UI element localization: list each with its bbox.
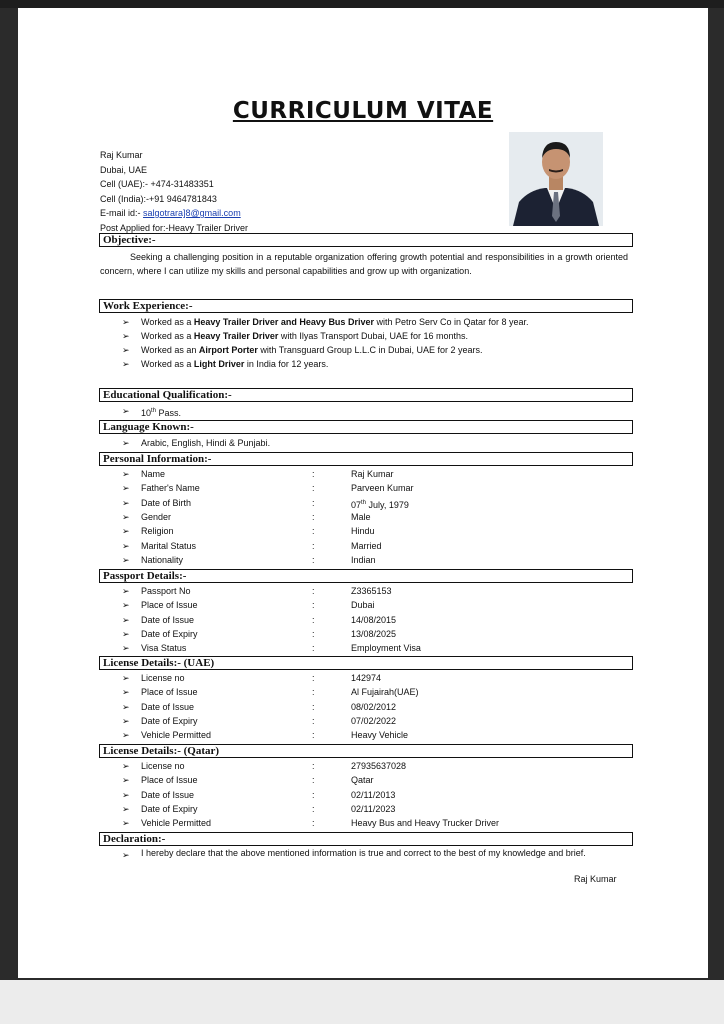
field-colon: : — [312, 554, 315, 565]
bullet-arrow-icon: ➢ — [122, 701, 130, 712]
section-heading-language: Language Known:- — [99, 420, 633, 434]
field-colon: : — [312, 789, 315, 800]
work-item-detail: with Transguard Group L.L.C in Dubai, UAE for 2 years. — [257, 345, 483, 355]
section-heading-objective: Objective:- — [99, 233, 633, 247]
field-value: 14/08/2015 — [351, 614, 397, 625]
email-link[interactable]: salgotrara]8@gmail.com — [143, 208, 241, 218]
bullet-arrow-icon: ➢ — [122, 526, 130, 537]
field-value: Qatar — [351, 775, 374, 786]
field-value: Heavy Vehicle — [351, 730, 409, 741]
field-value: Married — [351, 540, 382, 551]
contact-cell-uae: Cell (UAE):- +474-31483351 — [100, 179, 214, 189]
bullet-arrow-icon: ➢ — [122, 803, 130, 814]
bullet-arrow-icon: ➢ — [122, 730, 130, 741]
field-label: Vehicle Permitted — [141, 730, 212, 741]
field-colon: : — [312, 614, 315, 625]
work-experience-item — [141, 358, 328, 371]
bullet-arrow-icon: ➢ — [122, 643, 130, 654]
work-item-role: Heavy Trailer Driver and Heavy Bus Driver — [193, 317, 374, 327]
work-item-role: Airport Porter — [198, 345, 258, 355]
bullet-arrow-icon: ➢ — [122, 317, 130, 327]
work-experience-item — [141, 316, 529, 329]
declaration-text: I hereby declare that the above mentioned information is true and correct to the best of my knowledge and brief. — [141, 848, 586, 858]
bullet-arrow-icon: ➢ — [122, 614, 130, 625]
field-colon: : — [312, 803, 315, 814]
field-label: License no — [141, 761, 185, 771]
bullet-arrow-icon: ➢ — [122, 511, 130, 522]
field-value: Parveen Kumar — [351, 483, 414, 494]
field-value: Employment Visa — [351, 643, 421, 654]
section-heading-education: Educational Qualification:- — [99, 388, 633, 402]
bullet-arrow-icon: ➢ — [122, 554, 130, 565]
section-heading-passport: Passport Details:- — [99, 569, 633, 583]
bullet-arrow-icon: ➢ — [122, 345, 130, 355]
field-value — [351, 497, 409, 512]
field-colon: : — [312, 586, 315, 596]
field-value: 142974 — [351, 673, 382, 683]
language-item: Arabic, English, Hindi & Punjabi. — [141, 438, 271, 448]
field-colon: : — [312, 730, 315, 741]
profile-photo — [509, 132, 603, 226]
field-label: Vehicle Permitted — [141, 818, 212, 829]
field-label: Date of Issue — [141, 789, 195, 800]
field-value-text: 07 — [351, 499, 362, 510]
education-item-text: 10 — [141, 408, 152, 418]
work-item-role: Heavy Trailer Driver — [193, 331, 279, 341]
field-colon: : — [312, 511, 315, 522]
section-heading-license-uae: License Details:- (UAE) — [99, 656, 633, 670]
field-value: Raj Kumar — [351, 469, 394, 479]
bullet-arrow-icon: ➢ — [122, 359, 130, 369]
field-label: Religion — [141, 526, 174, 537]
field-value: Hindu — [351, 526, 375, 537]
field-colon: : — [312, 483, 315, 494]
field-value: 07/02/2022 — [351, 715, 397, 726]
field-value: Heavy Bus and Heavy Trucker Driver — [351, 818, 500, 829]
bullet-arrow-icon: ➢ — [122, 687, 130, 698]
bullet-arrow-icon: ➢ — [122, 331, 130, 341]
contact-email-row — [100, 206, 248, 221]
bullet-arrow-icon: ➢ — [122, 438, 130, 448]
objective-text-content: Seeking a challenging position in a reputable organization offering growth potential and responsibilities in a growth oriented concern, where I can utilize my skills and personal capabilities and grow up with organization. — [100, 252, 628, 276]
field-label: Passport No — [141, 586, 191, 596]
field-label: Date of Expiry — [141, 715, 198, 726]
bullet-arrow-icon: ➢ — [122, 715, 130, 726]
work-item-detail: with Ilyas Transport Dubai, UAE for 16 months. — [278, 331, 469, 341]
bullet-arrow-icon: ➢ — [122, 586, 130, 596]
field-colon: : — [312, 701, 315, 712]
field-colon: : — [312, 600, 315, 611]
field-value: Indian — [351, 554, 376, 565]
work-experience-item — [141, 330, 468, 343]
field-colon: : — [312, 526, 315, 537]
email-label: E-mail id:- — [100, 208, 144, 218]
field-label: Date of Issue — [141, 701, 195, 712]
field-value: Male — [351, 511, 371, 522]
work-item-text: Worked as a — [141, 331, 194, 341]
field-colon: : — [312, 497, 315, 508]
field-label: Marital Status — [141, 540, 197, 551]
bullet-arrow-icon: ➢ — [122, 406, 130, 416]
field-label: Date of Issue — [141, 614, 195, 625]
field-label: Father's Name — [141, 483, 200, 494]
field-label: Place of Issue — [141, 775, 198, 786]
field-label: License no — [141, 673, 185, 683]
field-label: Gender — [141, 511, 172, 522]
work-item-text: Worked as a — [141, 317, 194, 327]
education-item-sup: th — [151, 408, 157, 414]
contact-cell-india: Cell (India):-+91 9464781843 — [100, 193, 217, 204]
section-heading-personal-information: Personal Information:- — [99, 452, 633, 466]
field-label: Place of Issue — [141, 687, 198, 698]
objective-text — [100, 250, 628, 278]
bullet-arrow-icon: ➢ — [122, 497, 130, 508]
field-colon: : — [312, 469, 315, 479]
bullet-arrow-icon: ➢ — [122, 775, 130, 786]
field-colon: : — [312, 715, 315, 726]
work-item-text: Worked as an — [141, 345, 199, 355]
field-colon: : — [312, 761, 315, 771]
work-item-text: Worked as a — [141, 359, 194, 369]
field-colon: : — [312, 673, 315, 683]
field-label: Date of Birth — [141, 497, 192, 508]
section-heading-declaration: Declaration:- — [99, 832, 633, 846]
bullet-arrow-icon: ➢ — [122, 850, 130, 860]
work-item-detail: with Petro Serv Co in Qatar for 8 year. — [373, 317, 529, 327]
field-value: 08/02/2012 — [351, 701, 397, 712]
contact-post-applied: Post Applied for:-Heavy Trailer Driver — [100, 222, 249, 233]
field-value: 02/11/2013 — [351, 789, 396, 800]
field-value-sup: th — [361, 499, 367, 506]
document-title: CURRICULUM VITAE — [232, 98, 494, 124]
education-item-suffix: Pass. — [156, 408, 182, 418]
education-item — [141, 405, 181, 420]
work-item-role: Light Driver — [193, 359, 245, 369]
bullet-arrow-icon: ➢ — [122, 628, 130, 639]
field-value: Dubai — [351, 600, 375, 611]
field-label: Visa Status — [141, 643, 187, 654]
field-value: 02/11/2023 — [351, 803, 396, 814]
section-heading-license-qatar: License Details:- (Qatar) — [99, 744, 633, 758]
bullet-arrow-icon: ➢ — [122, 540, 130, 551]
field-value: Al Fujairah(UAE) — [351, 687, 419, 698]
bullet-arrow-icon: ➢ — [122, 761, 130, 771]
document-page — [18, 8, 708, 978]
signature-name: Raj Kumar — [574, 874, 617, 884]
field-colon: : — [312, 643, 315, 654]
field-colon: : — [312, 775, 315, 786]
field-value: 27935637028 — [351, 761, 407, 771]
bullet-arrow-icon: ➢ — [122, 469, 130, 479]
field-label: Date of Expiry — [141, 628, 198, 639]
field-value: Z3365153 — [351, 586, 392, 596]
field-colon: : — [312, 818, 315, 829]
work-experience-item — [141, 344, 483, 357]
section-heading-work-experience: Work Experience:- — [99, 299, 633, 313]
field-label: Place of Issue — [141, 600, 198, 611]
field-colon: : — [312, 540, 315, 551]
bullet-arrow-icon: ➢ — [122, 600, 130, 611]
field-label: Name — [141, 469, 166, 479]
bullet-arrow-icon: ➢ — [122, 789, 130, 800]
field-colon: : — [312, 628, 315, 639]
field-value: 13/08/2025 — [351, 628, 397, 639]
bullet-arrow-icon: ➢ — [122, 673, 130, 683]
field-label: Date of Expiry — [141, 803, 198, 814]
contact-block — [100, 148, 248, 235]
bullet-arrow-icon: ➢ — [122, 483, 130, 494]
field-colon: : — [312, 687, 315, 698]
work-item-detail: in India for 12 years. — [244, 359, 329, 369]
field-value-suffix: July, 1979 — [366, 499, 409, 510]
contact-location: Dubai, UAE — [100, 164, 148, 175]
bullet-arrow-icon: ➢ — [122, 818, 130, 829]
contact-name: Raj Kumar — [100, 150, 143, 160]
viewer-top-bar — [0, 0, 724, 8]
viewer-bottom-bar — [0, 980, 724, 1024]
field-label: Nationality — [141, 554, 184, 565]
